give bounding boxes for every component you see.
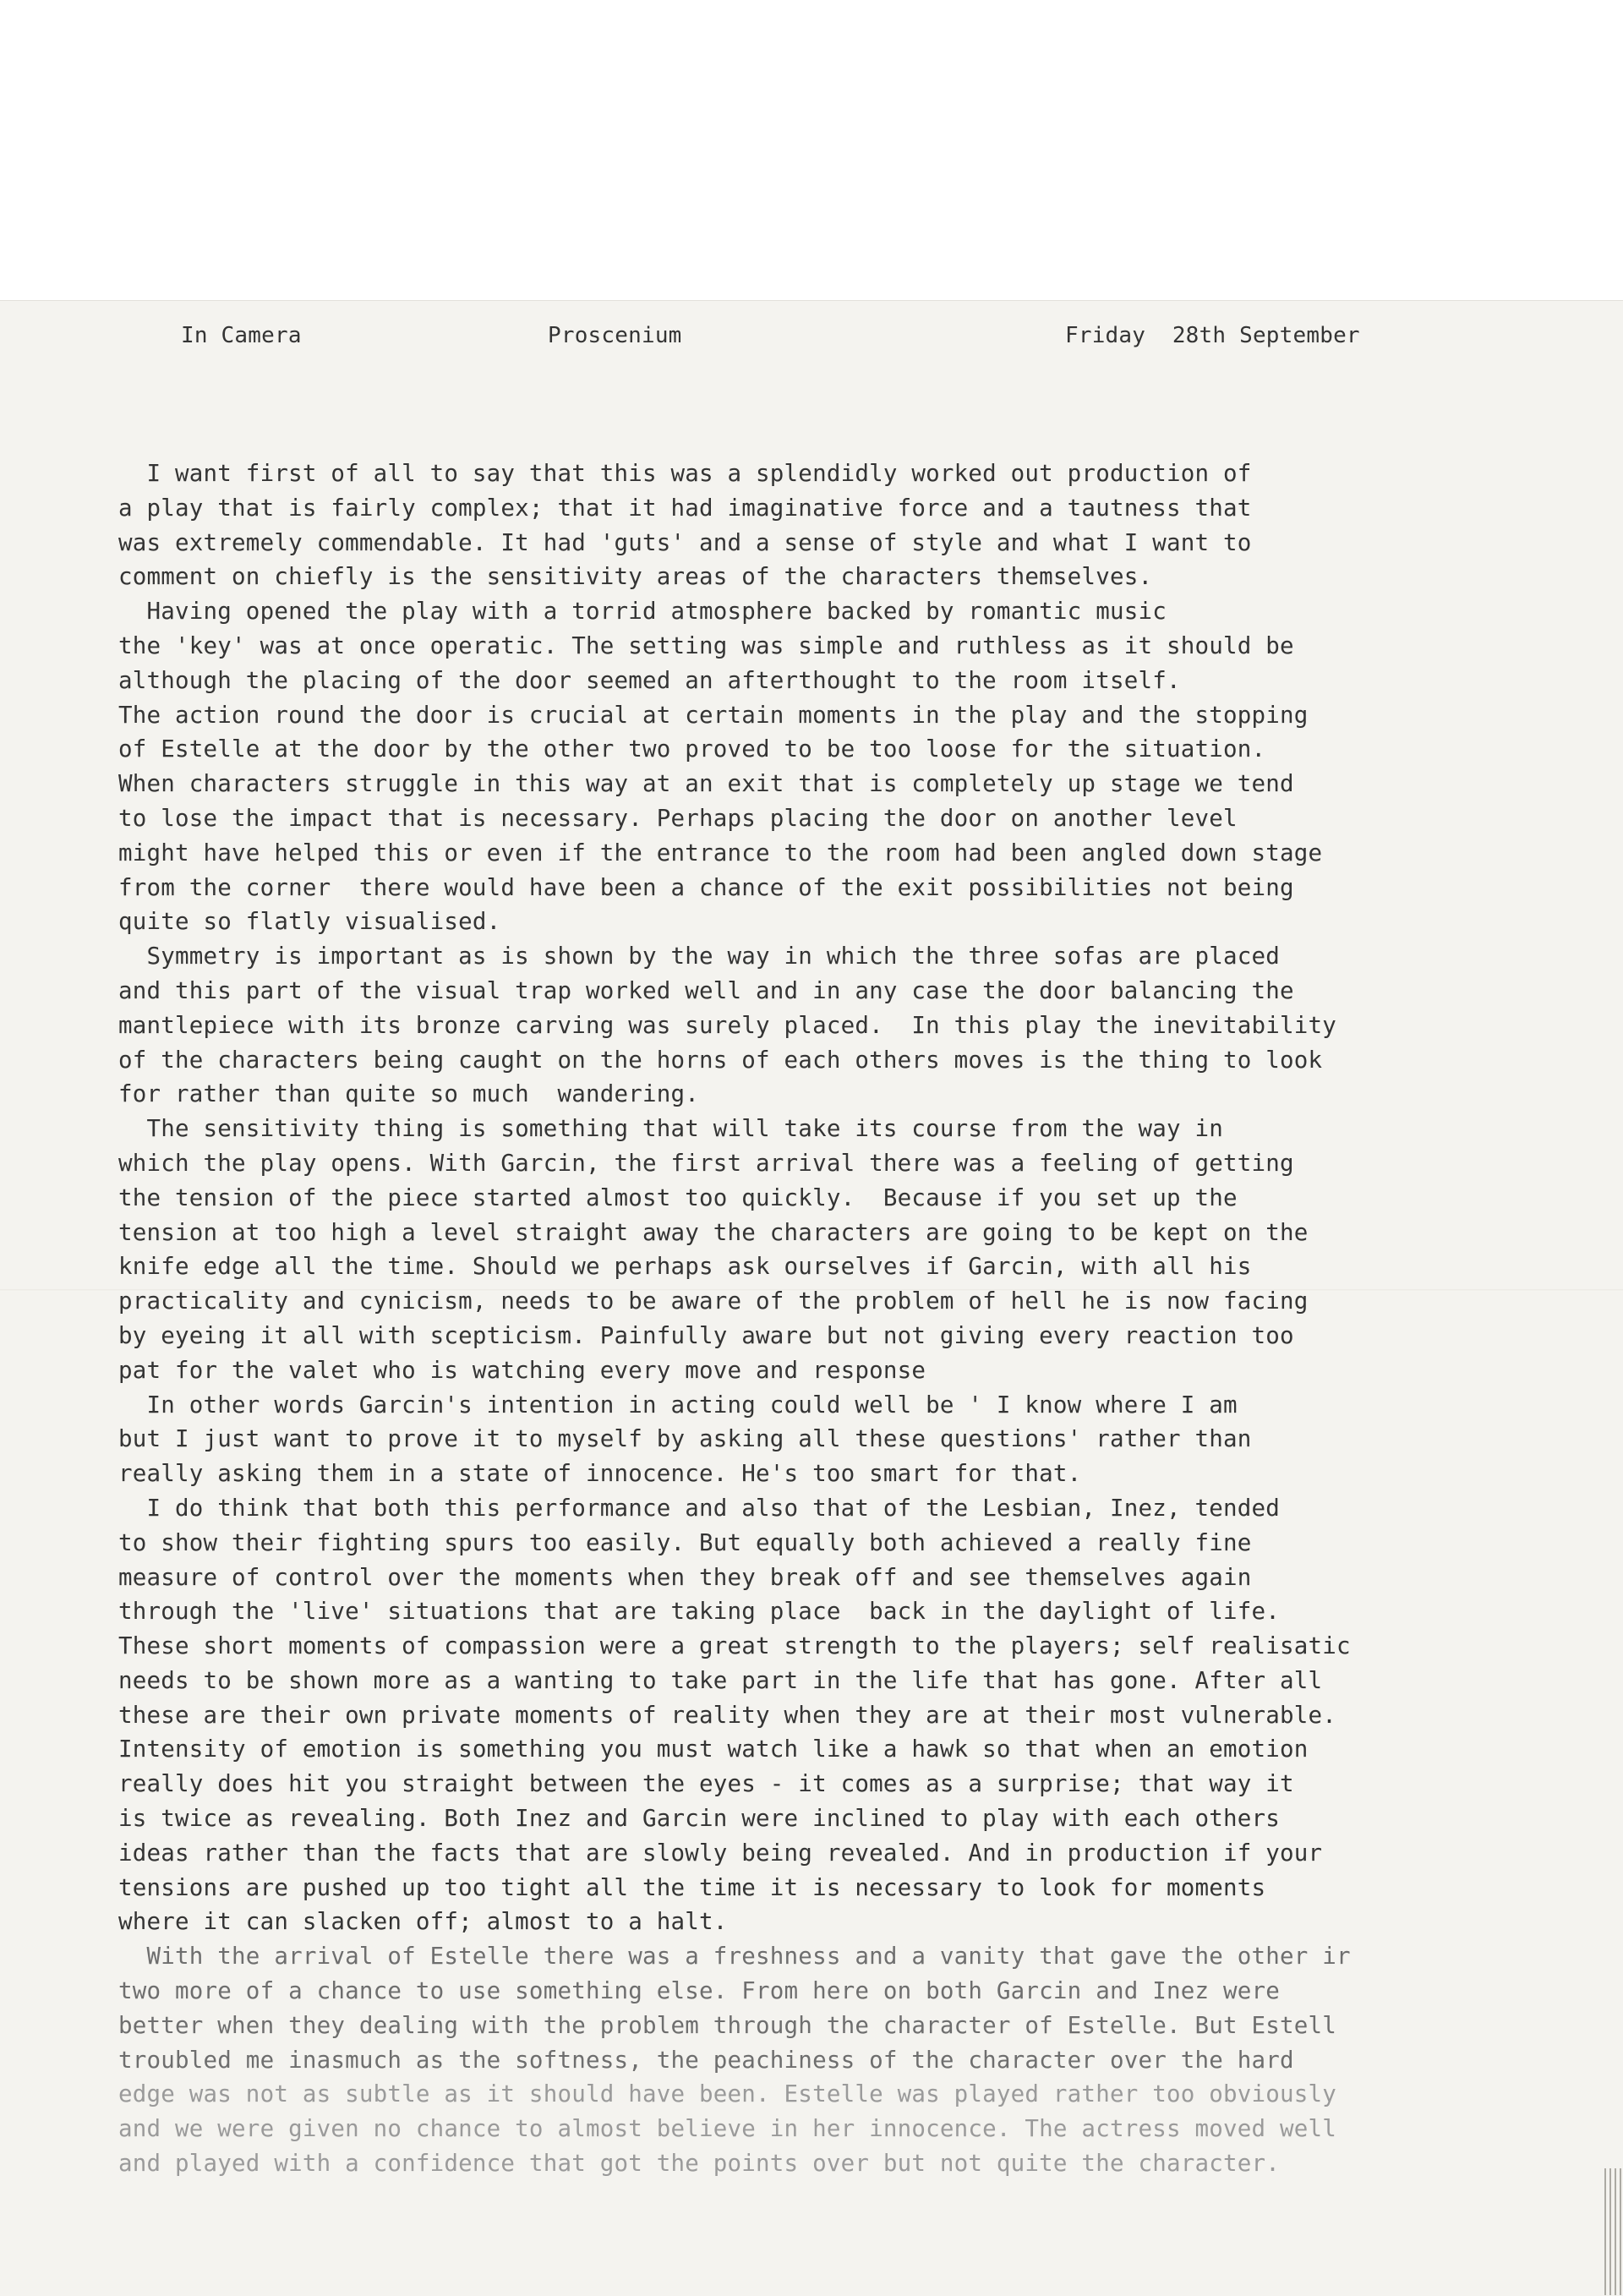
play-title: In Camera <box>181 323 302 348</box>
review-body <box>118 456 1623 2181</box>
text-line: a play that is fairly complex; that it had imaginative force and a tautness that <box>118 494 1252 522</box>
paper-edge-mark <box>1601 2168 1623 2295</box>
text-line: which the play opens. With Garcin, the first arrival there was a feeling of getting <box>118 1149 1294 1177</box>
text-line: is twice as revealing. Both Inez and Garcin were inclined to play with each others <box>118 1805 1281 1833</box>
text-line: but I just want to prove it to myself by asking all these questions' rather than <box>118 1425 1252 1453</box>
text-line: really does hit you straight between the eyes - it comes as a surprise; that way it <box>118 1770 1294 1798</box>
text-line: ideas rather than the facts that are slowly being revealed. And in production if your <box>118 1839 1323 1867</box>
text-line: In other words Garcin's intention in acting could well be ' I know where I am <box>118 1391 1238 1419</box>
text-line: and this part of the visual trap worked well and in any case the door balancing the <box>118 976 1294 1004</box>
text-line: These short moments of compassion were a great strength to the players; self realisatic <box>118 1632 1351 1660</box>
text-line: to show their fighting spurs too easily. But equally both achieved a really fine <box>118 1528 1252 1556</box>
text-line: mantlepiece with its bronze carving was surely placed. In this play the inevitability <box>118 1011 1337 1039</box>
text-line: practicality and cynicism, needs to be aware of the problem of hell he is now facing <box>118 1287 1309 1315</box>
text-line: quite so flatly visualised. <box>118 908 501 936</box>
text-line: measure of control over the moments when they break off and see themselves again <box>118 1563 1252 1591</box>
text-line: tension at too high a level straight away the characters are going to be kept on the <box>118 1218 1309 1246</box>
text-line: pat for the valet who is watching every move and response <box>118 1356 926 1384</box>
text-line: was extremely commendable. It had 'guts' and a sense of style and what I want to <box>118 528 1252 556</box>
review-date: Friday 28th September <box>1065 323 1360 348</box>
text-line: through the 'live' situations that are taking place back in the daylight of life. <box>118 1598 1281 1626</box>
text-line: these are their own private moments of reality when they are at their most vulnerable. <box>118 1701 1337 1729</box>
text-line: The sensitivity thing is something that will take its course from the way in <box>118 1115 1223 1143</box>
text-line: of Estelle at the door by the other two proved to be too loose for the situation. <box>118 735 1266 763</box>
document-header <box>0 323 1623 357</box>
text-line: edge was not as subtle as it should have been. Estelle was played rather too obviously <box>118 2080 1337 2108</box>
text-line: really asking them in a state of innocence. He's too smart for that. <box>118 1460 1082 1488</box>
text-line: knife edge all the time. Should we perhaps ask ourselves if Garcin, with all his <box>118 1253 1252 1281</box>
text-line: Intensity of emotion is something you must watch like a hawk so that when an emotion <box>118 1736 1309 1763</box>
text-line: although the placing of the door seemed an afterthought to the room itself. <box>118 666 1181 694</box>
venue-name: Proscenium <box>548 323 682 348</box>
text-line: and we were given no chance to almost believe in her innocence. The actress moved well <box>118 2115 1337 2143</box>
text-line: troubled me inasmuch as the softness, the peachiness of the character over the hard <box>118 2046 1294 2074</box>
text-line: for rather than quite so much wandering. <box>118 1080 700 1108</box>
text-line: by eyeing it all with scepticism. Painfully aware but not giving every reaction too <box>118 1321 1294 1349</box>
text-line: I want first of all to say that this was a splendidly worked out production of <box>118 460 1252 487</box>
text-line: With the arrival of Estelle there was a freshness and a vanity that gave the other ir <box>118 1943 1351 1971</box>
text-line: might have helped this or even if the entrance to the room had been angled down stage <box>118 839 1323 866</box>
text-line: needs to be shown more as a wanting to take part in the life that has gone. After all <box>118 1666 1323 1694</box>
text-line: Symmetry is important as is shown by the way in which the three sofas are placed <box>118 943 1281 970</box>
text-line: When characters struggle in this way at an exit that is completely up stage we tend <box>118 770 1294 798</box>
text-line: Having opened the play with a torrid atmosphere backed by romantic music <box>118 598 1167 626</box>
text-line: of the characters being caught on the horns of each others moves is the thing to look <box>118 1046 1323 1074</box>
text-line: tensions are pushed up too tight all the time it is necessary to look for moments <box>118 1873 1266 1901</box>
text-line: I do think that both this performance and also that of the Lesbian, Inez, tended <box>118 1494 1281 1522</box>
text-line: to lose the impact that is necessary. Perhaps placing the door on another level <box>118 804 1238 832</box>
text-line: better when they dealing with the problem through the character of Estelle. But Estell <box>118 2011 1337 2039</box>
text-line: the tension of the piece started almost too quickly. Because if you set up the <box>118 1184 1238 1211</box>
text-line: comment on chiefly is the sensitivity areas of the characters themselves. <box>118 563 1153 591</box>
text-line: the 'key' was at once operatic. The setting was simple and ruthless as it should be <box>118 631 1294 659</box>
text-line: from the corner there would have been a chance of the exit possibilities not being <box>118 873 1294 901</box>
text-line: and played with a confidence that got the points over but not quite the character. <box>118 2150 1281 2178</box>
text-line: where it can slacken off; almost to a halt. <box>118 1908 728 1936</box>
text-line: The action round the door is crucial at certain moments in the play and the stopping <box>118 701 1309 729</box>
text-line: two more of a chance to use something else. From here on both Garcin and Inez were <box>118 1977 1281 2005</box>
